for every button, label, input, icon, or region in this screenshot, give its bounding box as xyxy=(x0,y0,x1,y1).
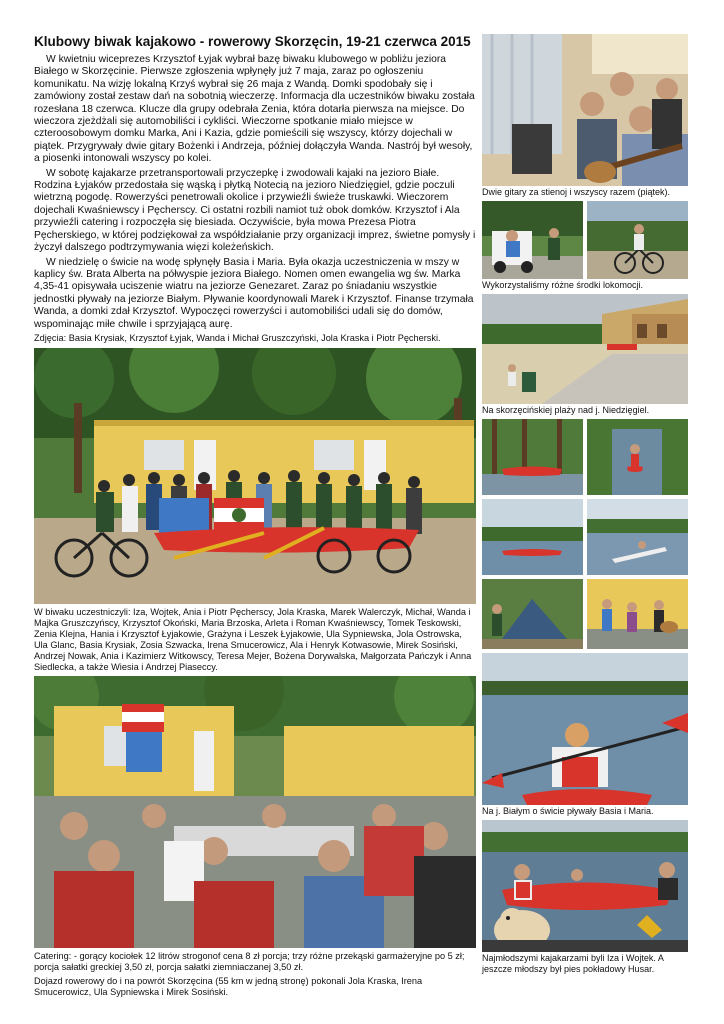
camp-people-photo xyxy=(587,579,688,649)
lake-wide-photo xyxy=(482,499,583,575)
paragraph-sunday: W niedzielę o świcie na wodę spłynęły Basia i Maria. Była okazja uczestniczenia w mszy w kaplicy św. Brata Alberta na półwyspie jeziora Białego. Nomen omen ewangelia wg św. Marka 4,35-41 opisywała uciszenie wiatru na jeziorze Genezaret. Zaraz po śniadaniu wszystkie jednostki pływały na jeziorze Białym. Pływanie koordynowali Marek i Krzysztof. Finanse trzymała Wanda, a domki zdał Krzysztof. Wypoczęci rowerzyści i automobiliści udali się do domów, wspominając miłe chwile i sprzyjającą aurę. xyxy=(34,256,474,330)
lake-kayak-photo xyxy=(587,499,688,575)
beach-photo xyxy=(482,294,688,404)
lake-photos-row1 xyxy=(482,419,688,495)
dawn-lake-photo xyxy=(482,653,688,805)
bike-caption: Dojazd rowerowy do i na powrót Skorzęcina (55 km w jedną stronę) pokonali Jola Kraska, Irena Smucerowicz, Ula Sypniewska i Mirek Sosiński. xyxy=(34,975,423,997)
lake-trees-photo xyxy=(482,419,583,495)
photo-credit: Zdjęcia: Basia Krysiak, Krzysztof Łyjak, Wanda i Michał Gruszczyński, Jola Kraska i Piotr Pęcherski. xyxy=(34,332,441,343)
youngest-caption: Najmłodszymi kajakarzami byli Iza i Wojtek. A jeszcze młodszy był pies pokładowy Husar. xyxy=(482,953,664,974)
river-kayak-photo xyxy=(587,419,688,495)
tent-photo xyxy=(482,579,583,649)
cyclist-photo xyxy=(587,201,688,279)
vehicles-photos xyxy=(482,201,688,279)
participants-caption: W biwaku uczestniczyli: Iza, Wojtek, Ania i Piotr Pęcherscy, Jola Kraska, Marek Walerczyk, Michał, Wanda i Majka Gruszczyńscy, Krzysztof Okoński, Maria Brzoska, Arleta i Roman Kwaśniewscy, Tomek Teskowski, Zenia Klejna, Hania i Krzysztof Łyjakowie, Grażyna i Leszek Łyjakowie, Ula Sypniewska, Jola Ostrowska, Ula Glanc, Basia Krysiak, Zosia Szwacka, Irena Smucerowicz, Ala i Henryk Kotwasowie, Mirek Sosiński, Andrzej Nowak, Ania i Kazimierz Witkowscy, Teresa Mejer, Bożena Dorywalska, Małgorzata Pańczyk i Anna Siedlecka, a także Wiesia i Andrzej Piaseccy. xyxy=(34,606,472,672)
dinner-photo xyxy=(34,676,476,948)
beach-caption: Na skorzęcińskiej plaży nad j. Niedzięgiel. xyxy=(482,405,650,415)
paragraph-friday: W kwietniu wiceprezes Krzysztof Łyjak wybrał bazę biwaku klubowego w pobliżu jeziora Białego w Skorzęcinie. Pierwsze zgłoszenia wpłynęły już 7 maja, zaraz po ogłoszeniu komunikatu. Na wizję lokalną Krzyś wybrał się 26 maja z Wandą. Domki spodobały się i zamówiony został zestaw dań na sobotnią wieczerzę. Informacja dla uczestników biwaku została rozesłana 18 czerwca. Klucze dla grupy odebrała Zenia, która dotarła pierwsza na miejsce. Do wieczora zjeżdżali się automobiliści i cykliści. Wieczorne spotkanie miało miejsce w czteroosobowym domku Marka, Ani i Kazia, gdzie pomieścili się wszyscy, którzy dojechali w piątek. Przygrywały dwie gitary Bożenki i Andrzeja, później dołączyła Wanda. Nastrój był wesoły, a piosenki intonowali wszyscy po kolei. xyxy=(34,54,475,165)
left-column xyxy=(34,34,476,998)
lake-photos-row2 xyxy=(482,499,688,575)
right-column xyxy=(482,34,688,978)
article-title: Klubowy biwak kajakowo - rowerowy Skorzęcin, 19-21 czerwca 2015 xyxy=(34,34,471,49)
guitars-photo xyxy=(482,34,688,186)
camp-photos-row xyxy=(482,579,688,649)
paragraph-saturday: W sobotę kajakarze przetransportowali przyczepkę i zwodowali kajaki na jezioro Białe. Rodzina Łyjaków przedostała się wąską i płytką Notecią na jezioro Niedzięgiel, gdzie poczuli wietrzną pogodę. Rowerzyści penetrowali okolice i przywieźli świeże truskawki. Wieczorem dojechali Kwaśniewscy i Pęcherscy. Ci ostatni rozbili namiot tuż obok domków. Krzysztof i Ala przywieźli catering i rozpoczęła się biesiada. Oczywiście, była mowa Prezesa Piotra Pęcherskiego, w której podziękował za współdziałanie przy organizacji imprez, świetne pomysły i życzył dalszego podtrzymywania więzi koleżeńskich. xyxy=(34,167,476,254)
catering-caption: Catering: - gorący kociołek 12 litrów strogonof cena 8 zł porcja; trzy różne przekąski garmażeryjne po 5 zł; porcja sałatki greckiej 3,50 zł, porcja sałatki ziemniaczanej 3,50 zł. xyxy=(34,950,465,972)
guitars-caption: Dwie gitary za stienoj i wszyscy razem (piątek). xyxy=(482,187,671,197)
vehicles-caption: Wykorzystaliśmy różne środki lokomocji. xyxy=(482,280,643,290)
dawn-caption: Na j. Białym o świcie pływały Basia i Maria. xyxy=(482,806,654,816)
golf-cart-photo xyxy=(482,201,583,279)
group-photo xyxy=(34,348,476,604)
youngest-photo xyxy=(482,820,688,952)
